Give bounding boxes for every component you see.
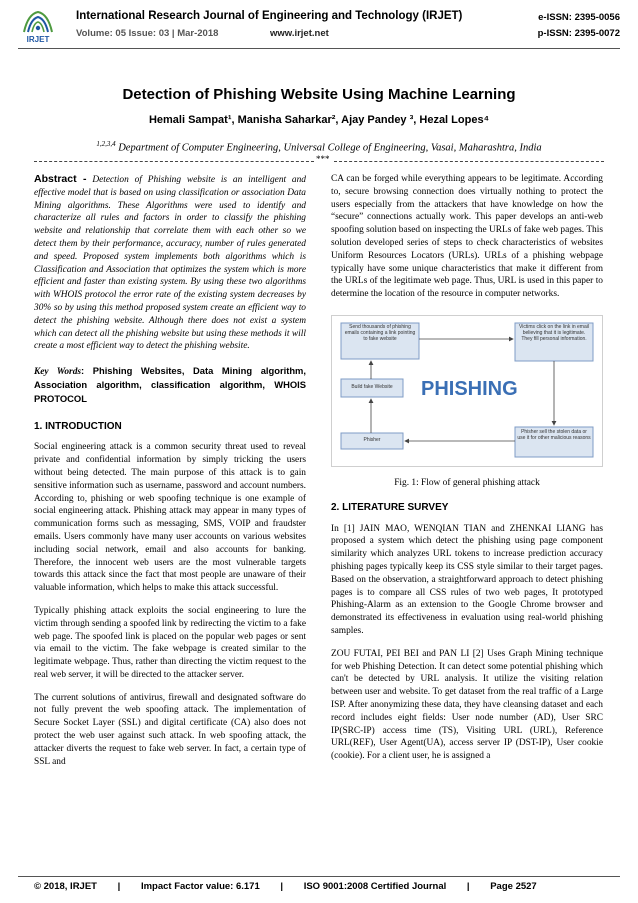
abstract-text: Detection of Phishing website is an intelligent and effective model that is based on using classification or association Data Mining algorithms. These Algorithms were used to identify and characterize all rules and factors in order to classify the phishing website and relationship that correlate them with each other so we detect them by their performance, accuracy, number of rules generated and speed. Proposed system implements both algorithms which is Classification and Association that optimizes the system which is more efficient and faster than existing system. By using these two algorithms with WHOIS protocol the error rate of the existing system decreases by 30% so by using this method proposed system create an efficient way to detect the phishing website. Although there does not exist a system which can detect all the phishing website but using these methods it will create a most efficient way to detect the phishing website. <box>34 175 306 352</box>
footer-copyright: © 2018, IRJET <box>34 881 97 892</box>
paper-authors: Hemali Sampat¹, Manisha Saharkar², Ajay Pandey ³, Hezal Lopes⁴ <box>148 114 490 126</box>
section-separator <box>34 156 604 166</box>
introduction-heading: 1. INTRODUCTION <box>34 420 122 432</box>
header-divider <box>18 48 620 49</box>
logo-mark-icon <box>18 8 58 36</box>
footer-separator: | <box>466 881 470 892</box>
abstract <box>34 173 306 353</box>
intro-paragraph-2: Typically phishing attack exploits the social engineering to lure the victim through sending a spoofed link by redirecting the victim to a fake web page. The spoofed link is placed on the popular web pages or sent via email to the victim. The fake webpage is created similar to the legitimate webpage. Thus, rather than directing the victim request to the real web server, it will be directed to the attacker server. <box>34 605 306 680</box>
e-issn: e-ISSN: 2395-0056 <box>538 12 620 23</box>
abstract-label: Abstract - <box>34 173 87 185</box>
box-send-emails-text: Send thousands of phishing emails containing a link pointing to fake website <box>344 323 416 342</box>
paper-title: Detection of Phishing Website Using Machine Learning <box>122 86 516 103</box>
footer-separator: | <box>280 881 284 892</box>
phishing-flow-diagram <box>331 315 603 467</box>
affiliation-superscript: 1,2,3,4 <box>96 140 116 148</box>
p-issn: p-ISSN: 2395-0072 <box>537 28 620 39</box>
footer-iso: ISO 9001:2008 Certified Journal <box>303 881 447 892</box>
continued-paragraph: CA can be forged while everything appears to be legitimate. According to, secure browsing connection does virtually nothing to protect the users especially from the attackers that have knowledge on how the “secure” connections actually work. This paper develops an anti-web spoofing solution based on inspecting the URLs of fake web pages. This solution developed series of steps to check characteristics of websites Uniform Resources Locators (URLs). URLs of a phishing webpage typically have some unique characteristics that make it different from the URLs of the legitimate web page. Thus, URL is used in this paper to determine the location of the resource in computer networks. <box>331 174 603 300</box>
box-build-website-text: Build fake Website <box>351 383 393 390</box>
affiliation <box>0 140 638 154</box>
volume-issue: Volume: 05 Issue: 03 | Mar-2018 <box>76 28 219 39</box>
separator-line-right <box>334 161 604 162</box>
keywords-text: : Phishing Websites, Data Mining algorithm, Association algorithm, classification algorithm, WHOIS PROTOCOL <box>34 365 307 404</box>
separator-stars: *** <box>316 154 330 164</box>
intro-paragraph-1: Social engineering attack is a common security threat used to reveal private and confidential information by simply tricking the users without being detected. The main purpose of this attack is to gain sensitive information such as username, password and account numbers. According to, phishing or web spoofing technique is one example of social engineering attack. Phishing attack may appear in many types of communication forms such as messaging, SMS, VOIP and fraudster emails. Users commonly have many user accounts on various websites including social network, email and also accounts for banking. Therefore, the innocent web users are the most vulnerable targets towards this attack since the fact that most people are unaware of their valuable information, which helps to make this attack successful. <box>34 442 306 594</box>
intro-paragraph-3: The current solutions of antivirus, firewall and designated software do not fully prevent the web spoofing attack. The implementation of Secure Socket Layer (SSL) and digital certificate (CA) also does not protect the web user against such attack. In web spoofing attack, the attacker diverts the request to fake web server. In fact, a certain type of SSL and <box>34 692 306 767</box>
journal-website[interactable]: www.irjet.net <box>270 28 329 39</box>
footer-impact-factor: Impact Factor value: 6.171 <box>140 881 260 892</box>
keywords-label: Key Words <box>34 367 82 378</box>
journal-header <box>18 8 620 46</box>
affiliation-text: Department of Computer Engineering, Universal College of Engineering, Vasai, Maharashtra, India <box>118 142 542 154</box>
page-footer <box>34 881 604 892</box>
box-sell-data-text: Phisher sell the stolen data or use it for other malicious reasons <box>517 428 591 441</box>
right-column <box>331 173 603 773</box>
figure-caption: Fig. 1: Flow of general phishing attack <box>394 477 540 488</box>
box-phisher-text: Phisher <box>363 436 381 443</box>
phishing-flow-figure <box>331 315 603 467</box>
separator-line-left <box>34 161 314 162</box>
footer-page-number: Page 2527 <box>490 881 537 892</box>
literature-survey-heading: 2. LITERATURE SURVEY <box>331 501 449 513</box>
left-column <box>34 173 306 778</box>
irjet-logo <box>18 8 58 44</box>
literature-paragraph-2: ZOU FUTAI, PEI BEI and PAN LI [2] Uses Graph Mining technique for web Phishing Detection. It can detect some potential phishing which can't be detected by URL analysis. It utilize the visiting relation between user and website. To get dataset from the real traffic of a Large ISP. After anonymizing these data, they have cleansing dataset and each record includes eight fields: User node number (AD), User SRC IP(SRC-IP) access time (TS), Visiting URL (URL), Reference URL(REF), User Agent(UA), access server IP (DST-IP), User cookie (cookie). For a client user, he is assigned a <box>331 648 603 762</box>
journal-title: International Research Journal of Engineering and Technology (IRJET) <box>76 10 463 22</box>
logo-text: IRJET <box>26 35 50 44</box>
box-victims-click-text: Victims click on the link in email believing that it is legitimate. They fill personal information. <box>519 323 589 342</box>
literature-paragraph-1: In [1] JAIN MAO, WENQIAN TIAN and ZHENKAI LIANG has proposed a system which detect the phishing using page component similarity which analyzes URL tokens to increase prediction accuracy phishing pages typically keep its CSS style similar to their target pages. Based on the observation, a straightforward approach to detect phishing pages is to compare all CSS rules of two web pages, It prototyped Phishing-Alarm as an extension to the Google Chrome browser and demonstrated its effectiveness in evaluation using real-world phishing samples. <box>331 523 603 636</box>
footer-separator: | <box>117 881 121 892</box>
phishing-center-label: PHISHING <box>421 377 518 400</box>
keywords <box>34 365 306 406</box>
footer-divider <box>18 876 620 877</box>
